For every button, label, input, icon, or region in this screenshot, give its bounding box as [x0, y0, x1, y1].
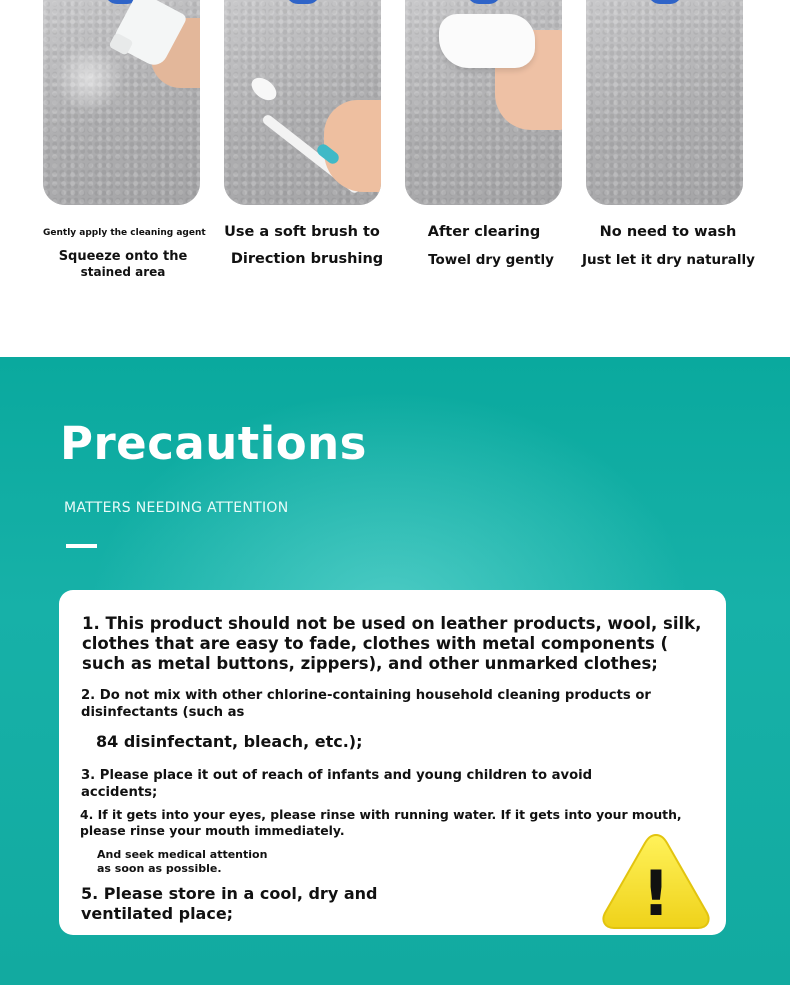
step-photo-towel [405, 0, 562, 205]
precaution-2-line1: 2. Do not mix with other chlorine-containing household cleaning products or [81, 688, 651, 703]
precaution-3-line1: 3. Please place it out of reach of infants and young children to avoid [81, 768, 593, 783]
step-1-caption-line2: Squeeze onto the [58, 249, 188, 264]
precaution-4-line2: please rinse your mouth immediately. [80, 823, 345, 838]
precautions-title: Precautions [60, 417, 367, 470]
step-1-caption-small: Gently apply the cleaning agent [43, 228, 206, 238]
step-4-caption-line1: No need to wash [599, 224, 737, 240]
step-photo-brush [224, 0, 381, 205]
step-photo-dry [586, 0, 743, 205]
title-underline [66, 544, 97, 548]
precaution-4-line3: And seek medical attention [97, 848, 268, 861]
precaution-5-line2: ventilated place; [81, 904, 234, 923]
precaution-2-line2: disinfectants (such as [81, 705, 245, 720]
precaution-2-line3: 84 disinfectant, bleach, etc.); [96, 732, 363, 751]
warning-icon [600, 831, 712, 931]
warning-glyph: ! [641, 857, 671, 930]
precautions-subtitle: MATTERS NEEDING ATTENTION [64, 500, 289, 516]
precaution-4-line1: 4. If it gets into your eyes, please rinse with running water. If it gets into your mouth, [80, 807, 682, 822]
step-3-caption-line2: Towel dry gently [428, 252, 554, 268]
steps-section [0, 0, 790, 357]
precaution-1-line3: such as metal buttons, zippers), and other unmarked clothes; [82, 654, 658, 673]
step-2-caption-line2: Direction brushing [230, 251, 384, 267]
precaution-1-line2: clothes that are easy to fade, clothes with metal components ( [82, 634, 669, 653]
step-2-caption-line1: Use a soft brush to [224, 224, 380, 240]
precautions-section [0, 357, 790, 985]
step-photo-spray [43, 0, 200, 205]
step-3-caption-line1: After clearing [427, 224, 541, 240]
precaution-1-line1: 1. This product should not be used on leather products, wool, silk, [82, 614, 702, 633]
step-4-caption-line2: Just let it dry naturally [582, 252, 755, 268]
step-1-caption-line3: stained area [80, 265, 166, 279]
precaution-4-line4: as soon as possible. [97, 862, 222, 875]
precaution-3-line2: accidents; [81, 785, 158, 800]
precaution-5-line1: 5. Please store in a cool, dry and [81, 884, 378, 903]
